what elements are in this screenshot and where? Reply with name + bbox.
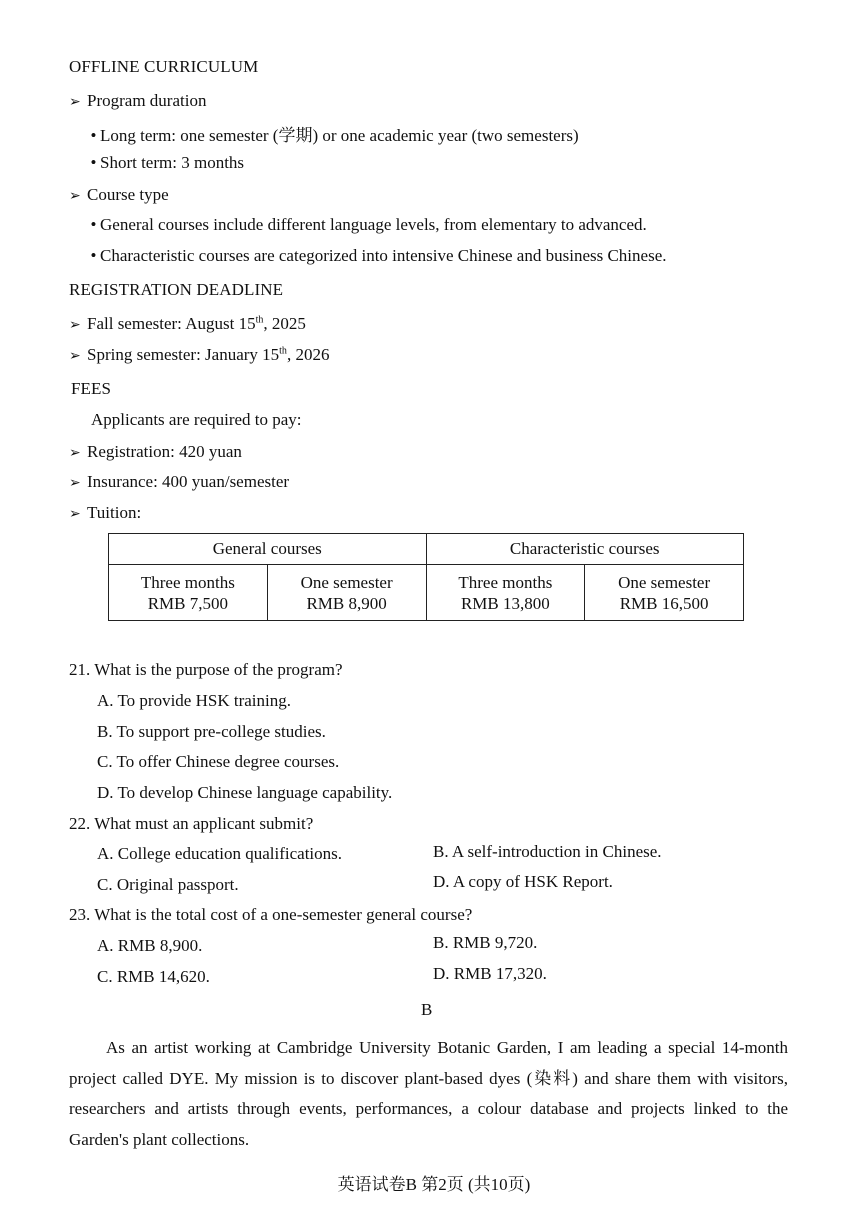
tuition-price: RMB 8,900 [306,593,387,613]
section-b-label: B [421,1000,433,1019]
spring-semester-sup: th [279,345,287,357]
bullet-icon: • [90,126,97,145]
fees-heading: FEES [71,379,112,398]
question-22-option-a: A. College education qualifications. [97,844,343,863]
arrow-icon: ➢ [69,349,81,364]
tuition-price: RMB 16,500 [619,593,709,613]
spring-semester-year: , 2026 [286,345,330,364]
question-21: 21. What is the purpose of the program? [69,660,343,679]
duration-short-term [87,153,244,173]
course-type-characteristic [87,246,667,266]
arrow-icon: ➢ [69,189,81,204]
tuition-table-header-row [109,534,744,565]
tuition-table [108,533,744,621]
question-21-option-b: B. To support pre-college studies. [97,722,326,741]
fall-semester-item [69,314,306,334]
tuition-cell-characteristic-one-semester [585,565,744,621]
characteristic-courses-header: Characteristic courses [426,534,744,565]
duration-short-term-text: Short term: 3 months [100,153,245,172]
fall-semester-year: , 2025 [263,314,306,333]
arrow-icon: ➢ [69,318,81,333]
offline-curriculum-heading: OFFLINE CURRICULUM [69,57,259,76]
course-type-general [87,215,647,235]
course-type-general-text: General courses include different language levels, from elementary to advanced. [100,215,647,234]
duration-long-term-text: Long term: one semester (学期) or one academic year (two semesters) [100,126,579,145]
tuition-price: RMB 13,800 [460,593,550,613]
fall-semester-date: Fall semester: August 15 [87,314,256,333]
program-duration-label: Program duration [87,91,207,110]
tuition-price: RMB 7,500 [147,593,229,613]
question-21-option-c: C. To offer Chinese degree courses. [97,752,340,771]
arrow-icon: ➢ [69,507,81,522]
arrow-icon: ➢ [69,95,81,110]
question-22-option-b: B. A self-introduction in Chinese. [433,842,662,861]
fall-semester-sup: th [255,314,264,326]
insurance-fee-text: Insurance: 400 yuan/semester [87,472,290,491]
course-type-characteristic-text: Characteristic courses are categorized into intensive Chinese and business Chinese. [100,246,667,265]
tuition-period: One semester [300,572,393,592]
tuition-cell-general-one-semester [267,565,426,621]
arrow-icon: ➢ [69,446,81,461]
tuition-period: Three months [140,572,235,592]
spring-semester-item [69,345,329,365]
question-22: 22. What must an applicant submit? [69,814,314,833]
question-23: 23. What is the total cost of a one-semester general course? [69,905,473,924]
section-b-paragraph-text: As an artist working at Cambridge University Botanic Garden, I am leading a special 14-month project called DYE. My mission is to discover plant-based dyes (染料) and share them with visitors, researchers and artists through events, performances, a colour database and projects linked to the Garden's plant collections. [69,1038,788,1149]
page-footer: 英语试卷B 第2页 (共10页) [337,1175,531,1194]
arrow-icon: ➢ [69,476,81,491]
registration-fee-item [69,442,242,462]
question-21-option-d: D. To develop Chinese language capability. [97,783,393,802]
question-23-option-d: D. RMB 17,320. [433,964,547,983]
question-23-option-c: C. RMB 14,620. [97,967,210,986]
section-b-paragraph [69,1033,788,1155]
fees-intro: Applicants are required to pay: [91,410,302,429]
general-courses-header: General courses [109,534,427,565]
tuition-item [69,503,141,523]
question-22-option-c: C. Original passport. [97,875,239,894]
duration-long-term [87,121,579,146]
spring-semester-date: Spring semester: January 15 [87,345,280,364]
registration-fee-text: Registration: 420 yuan [87,442,242,461]
tuition-table-row [109,565,744,621]
tuition-cell-general-three-months [109,565,268,621]
registration-deadline-heading: REGISTRATION DEADLINE [69,280,284,299]
program-duration-item [69,91,206,111]
question-21-option-a: A. To provide HSK training. [97,691,291,710]
bullet-icon: • [90,153,97,172]
bullet-icon: • [90,246,97,265]
course-type-item [69,185,169,205]
tuition-period: Three months [458,572,553,592]
course-type-label: Course type [87,185,169,204]
tuition-cell-characteristic-three-months [426,565,585,621]
insurance-fee-item [69,472,289,492]
tuition-period: One semester [618,572,711,592]
tuition-label: Tuition: [87,503,142,522]
question-23-option-b: B. RMB 9,720. [433,933,538,952]
bullet-icon: • [90,215,97,234]
question-22-option-d: D. A copy of HSK Report. [433,872,613,891]
question-23-option-a: A. RMB 8,900. [97,936,203,955]
